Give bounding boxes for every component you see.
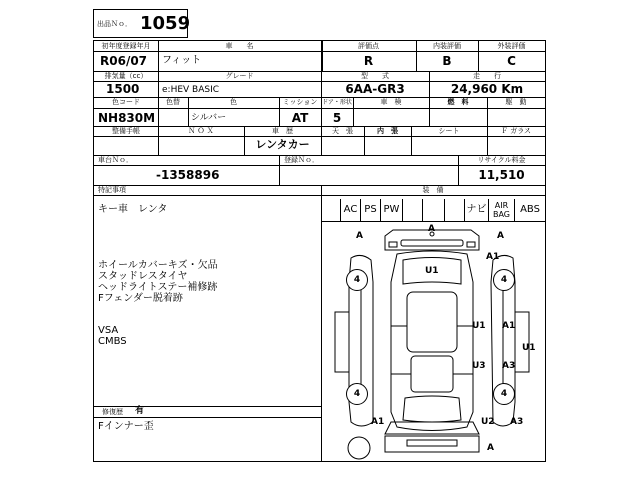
nox-label: Ｎ Ｏ Ｘ <box>188 127 214 135</box>
chassis-no-label: 車台Ｎｏ． <box>98 156 133 164</box>
notes-label: 特記事項 <box>98 186 126 194</box>
model-label: 型 式 <box>361 72 389 80</box>
damage-a1-bottom-left: A1 <box>371 417 385 427</box>
damage-a1-right-upper: A1 <box>486 252 500 262</box>
equip-navi: ナビ <box>465 199 489 221</box>
seat-label: シート <box>438 127 460 135</box>
chassis-no-value: -1358896 <box>156 168 220 182</box>
history-label: 車 歴 <box>272 127 293 135</box>
damage-a-top-center: A <box>428 224 435 234</box>
sunroof-label: 天 張 <box>332 127 353 135</box>
color-code-value: NH830M <box>98 111 156 125</box>
tire-front-left: 4 <box>346 269 368 291</box>
tire-rear-left: 4 <box>346 383 368 405</box>
exterior-score-value: C <box>507 54 516 68</box>
inspection-label: 車 検 <box>380 98 402 106</box>
equip-airbag <box>489 199 515 221</box>
repair-note: Fインナー歪 <box>98 421 154 432</box>
damage-a3-right-rear: A3 <box>502 361 516 371</box>
note-vsa: VSA <box>98 325 119 336</box>
interior-score-value: B <box>442 54 452 68</box>
color-value: シルバー <box>191 113 227 123</box>
equipment-label: 装 備 <box>422 186 444 194</box>
score-label: 評価点 <box>358 42 379 50</box>
doors-value: 5 <box>332 111 342 125</box>
model-value: 6AA-GR3 <box>345 82 405 96</box>
history-value: レンタカー <box>255 138 310 151</box>
lot-number-box <box>93 9 191 38</box>
interior-score-label: 内装評価 <box>433 42 461 50</box>
recycle-fee-value: 11,510 <box>478 168 525 182</box>
damage-a-top-right: A <box>497 231 504 241</box>
damage-u2-bottom: U2 <box>481 417 495 427</box>
color-code-label: 色コード <box>112 98 140 106</box>
car-name-label: 車 名 <box>225 42 254 50</box>
damage-u3-right-rear: U3 <box>472 361 486 371</box>
equip-blank-3 <box>423 199 445 221</box>
damage-a-bottom: A <box>487 443 494 453</box>
displacement-value: 1500 <box>106 82 140 96</box>
grade-label: グレード <box>225 72 254 80</box>
equip-blank-1 <box>321 199 341 221</box>
notes-top: キー車 レンタ <box>98 204 168 215</box>
reg-no-label: 登録Ｎｏ． <box>284 156 319 164</box>
repair-history-value: 有 <box>135 406 145 416</box>
transmission-value: AT <box>291 111 309 125</box>
equip-abs: ABS <box>520 204 540 215</box>
equip-airbag-text: AIR BAG <box>492 201 511 219</box>
repair-history-label: 修復歴 <box>102 408 123 416</box>
mileage-value: 24,960 Km <box>450 82 524 96</box>
equip-ps: PS <box>361 199 381 221</box>
lot-number-label: 出品Ｎｏ． <box>97 20 132 28</box>
color-label: 色 <box>230 98 237 106</box>
lot-number: 1059 <box>140 13 191 34</box>
damage-a-top-left: A <box>356 231 363 241</box>
mileage-label: 走 行 <box>473 72 501 80</box>
note-line-1: ホイールカバーキズ・欠品 <box>98 260 218 271</box>
equip-blank-4 <box>445 199 465 221</box>
note-line-4: Fフェンダー脱着跡 <box>98 293 183 304</box>
car-name-value: フィット <box>162 55 202 66</box>
note-line-2: スタッドレスタイヤ <box>98 271 188 282</box>
recycle-fee-label: リサイクル料金 <box>477 156 526 164</box>
equip-blank-2 <box>403 199 423 221</box>
displacement-label: 排気量（cc） <box>104 72 148 80</box>
first-reg-label: 初年度登録年月 <box>101 42 151 50</box>
tire-rear-right: 4 <box>493 383 515 405</box>
damage-a3-bottom: A3 <box>510 417 524 427</box>
damage-u1-right-door: U1 <box>472 321 486 331</box>
exterior-score-label: 外装評価 <box>497 42 526 50</box>
equip-pw: PW <box>381 199 403 221</box>
color-swap-label: 色替 <box>166 98 180 106</box>
note-line-3: ヘッドライトステー補修跡 <box>98 282 218 293</box>
damage-u1-roof: U1 <box>425 266 439 276</box>
transmission-label: ミッション <box>282 98 318 106</box>
grade-value: e:HEV BASIC <box>162 85 220 95</box>
fuel-label: 燃 料 <box>447 98 469 106</box>
interior-lining-label: 内 張 <box>377 127 398 135</box>
f-glass-label: Ｆ ガラス <box>500 127 531 135</box>
first-reg-value: R06/07 <box>100 54 148 68</box>
drive-label: 駆 動 <box>505 98 527 106</box>
note-cmbs: CMBS <box>98 336 127 347</box>
score-value: R <box>363 54 374 68</box>
doors-shape-label: ドア・形状 <box>322 99 352 106</box>
damage-a1-right-door: A1 <box>502 321 516 331</box>
tire-front-right: 4 <box>493 269 515 291</box>
damage-u1-far-right: U1 <box>522 343 536 353</box>
equip-ac: AC <box>341 199 361 221</box>
maintenance-label: 整備手帳 <box>112 127 140 135</box>
